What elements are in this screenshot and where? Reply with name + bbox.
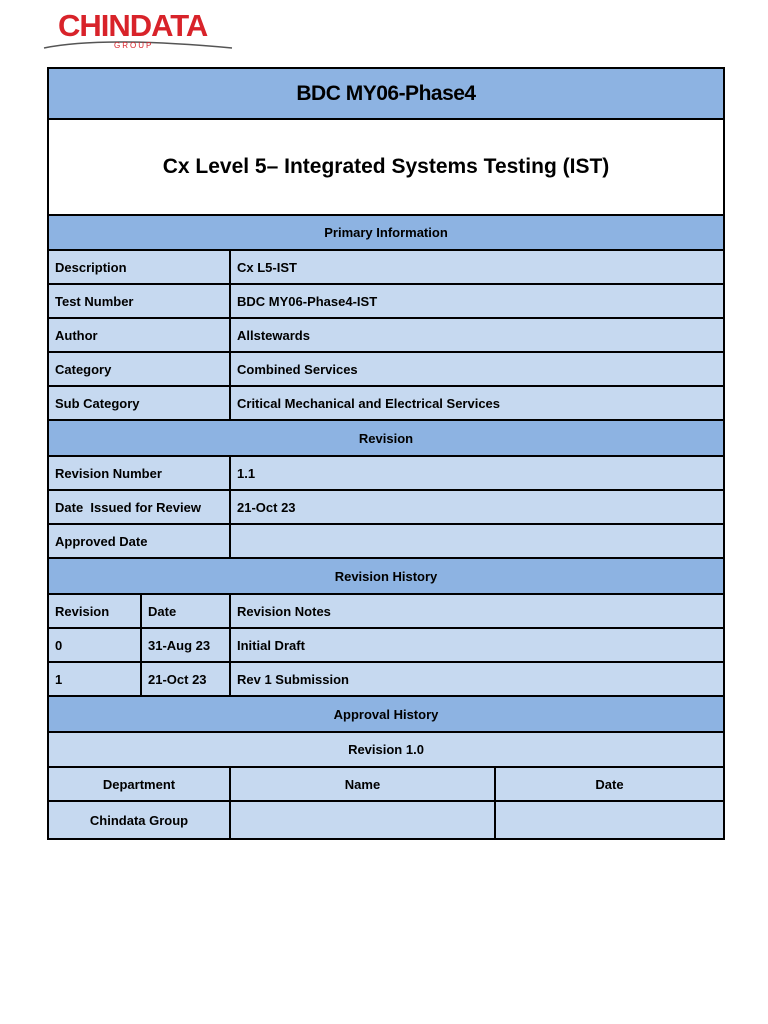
document-title: Cx Level 5– Integrated Systems Testing (IST) bbox=[49, 120, 723, 214]
field-value: Cx L5-IST bbox=[229, 251, 723, 283]
field-value: Allstewards bbox=[229, 319, 723, 351]
approval-revision-label: Revision 1.0 bbox=[49, 733, 723, 766]
field-value: Combined Services bbox=[229, 353, 723, 385]
field-value: 21-Oct 23 bbox=[229, 491, 723, 523]
field-label: Approved Date bbox=[49, 525, 229, 557]
section-heading: Revision bbox=[49, 421, 723, 455]
logo-wordmark: CHINDATA bbox=[58, 8, 208, 43]
table-row bbox=[49, 802, 723, 838]
column-header-date: Date bbox=[140, 595, 229, 627]
document-title-row bbox=[49, 120, 723, 216]
table-row bbox=[49, 285, 723, 319]
table-row bbox=[49, 387, 723, 421]
field-label: Author bbox=[49, 319, 229, 351]
field-label: Revision Number bbox=[49, 457, 229, 489]
approval-revision-row bbox=[49, 733, 723, 768]
table-row bbox=[49, 629, 723, 663]
field-value: 1.1 bbox=[229, 457, 723, 489]
name-cell bbox=[229, 802, 494, 838]
column-header-name: Name bbox=[229, 768, 494, 800]
table-row bbox=[49, 663, 723, 697]
date-cell bbox=[494, 802, 723, 838]
field-value bbox=[229, 525, 723, 557]
section-heading: Revision History bbox=[49, 559, 723, 593]
table-row bbox=[49, 491, 723, 525]
logo-subtext: GROUP bbox=[114, 41, 154, 50]
notes-cell: Rev 1 Submission bbox=[229, 663, 723, 695]
table-row bbox=[49, 319, 723, 353]
field-label: Test Number bbox=[49, 285, 229, 317]
table-row bbox=[49, 251, 723, 285]
column-header-date: Date bbox=[494, 768, 723, 800]
notes-cell: Initial Draft bbox=[229, 629, 723, 661]
section-heading: Primary Information bbox=[49, 216, 723, 249]
project-title: BDC MY06-Phase4 bbox=[49, 69, 723, 118]
section-header-primary-information bbox=[49, 216, 723, 251]
date-cell: 31-Aug 23 bbox=[140, 629, 229, 661]
column-header-revision: Revision bbox=[49, 595, 140, 627]
table-row bbox=[49, 525, 723, 559]
column-header-revision-notes: Revision Notes bbox=[229, 595, 723, 627]
table-header-row bbox=[49, 768, 723, 802]
field-value: Critical Mechanical and Electrical Services bbox=[229, 387, 723, 419]
revision-cell: 1 bbox=[49, 663, 140, 695]
project-title-row bbox=[49, 69, 723, 120]
field-label: Sub Category bbox=[49, 387, 229, 419]
date-cell: 21-Oct 23 bbox=[140, 663, 229, 695]
chindata-logo bbox=[42, 8, 234, 52]
department-cell: Chindata Group bbox=[49, 802, 229, 838]
field-label: Category bbox=[49, 353, 229, 385]
table-row bbox=[49, 457, 723, 491]
document-cover-table bbox=[47, 67, 725, 840]
section-header-approval-history bbox=[49, 697, 723, 733]
table-row bbox=[49, 353, 723, 387]
field-label: Date Issued for Review bbox=[49, 491, 229, 523]
field-label: Description bbox=[49, 251, 229, 283]
section-heading: Approval History bbox=[49, 697, 723, 731]
section-header-revision-history bbox=[49, 559, 723, 595]
revision-cell: 0 bbox=[49, 629, 140, 661]
field-value: BDC MY06-Phase4-IST bbox=[229, 285, 723, 317]
table-header-row bbox=[49, 595, 723, 629]
section-header-revision bbox=[49, 421, 723, 457]
column-header-department: Department bbox=[49, 768, 229, 800]
